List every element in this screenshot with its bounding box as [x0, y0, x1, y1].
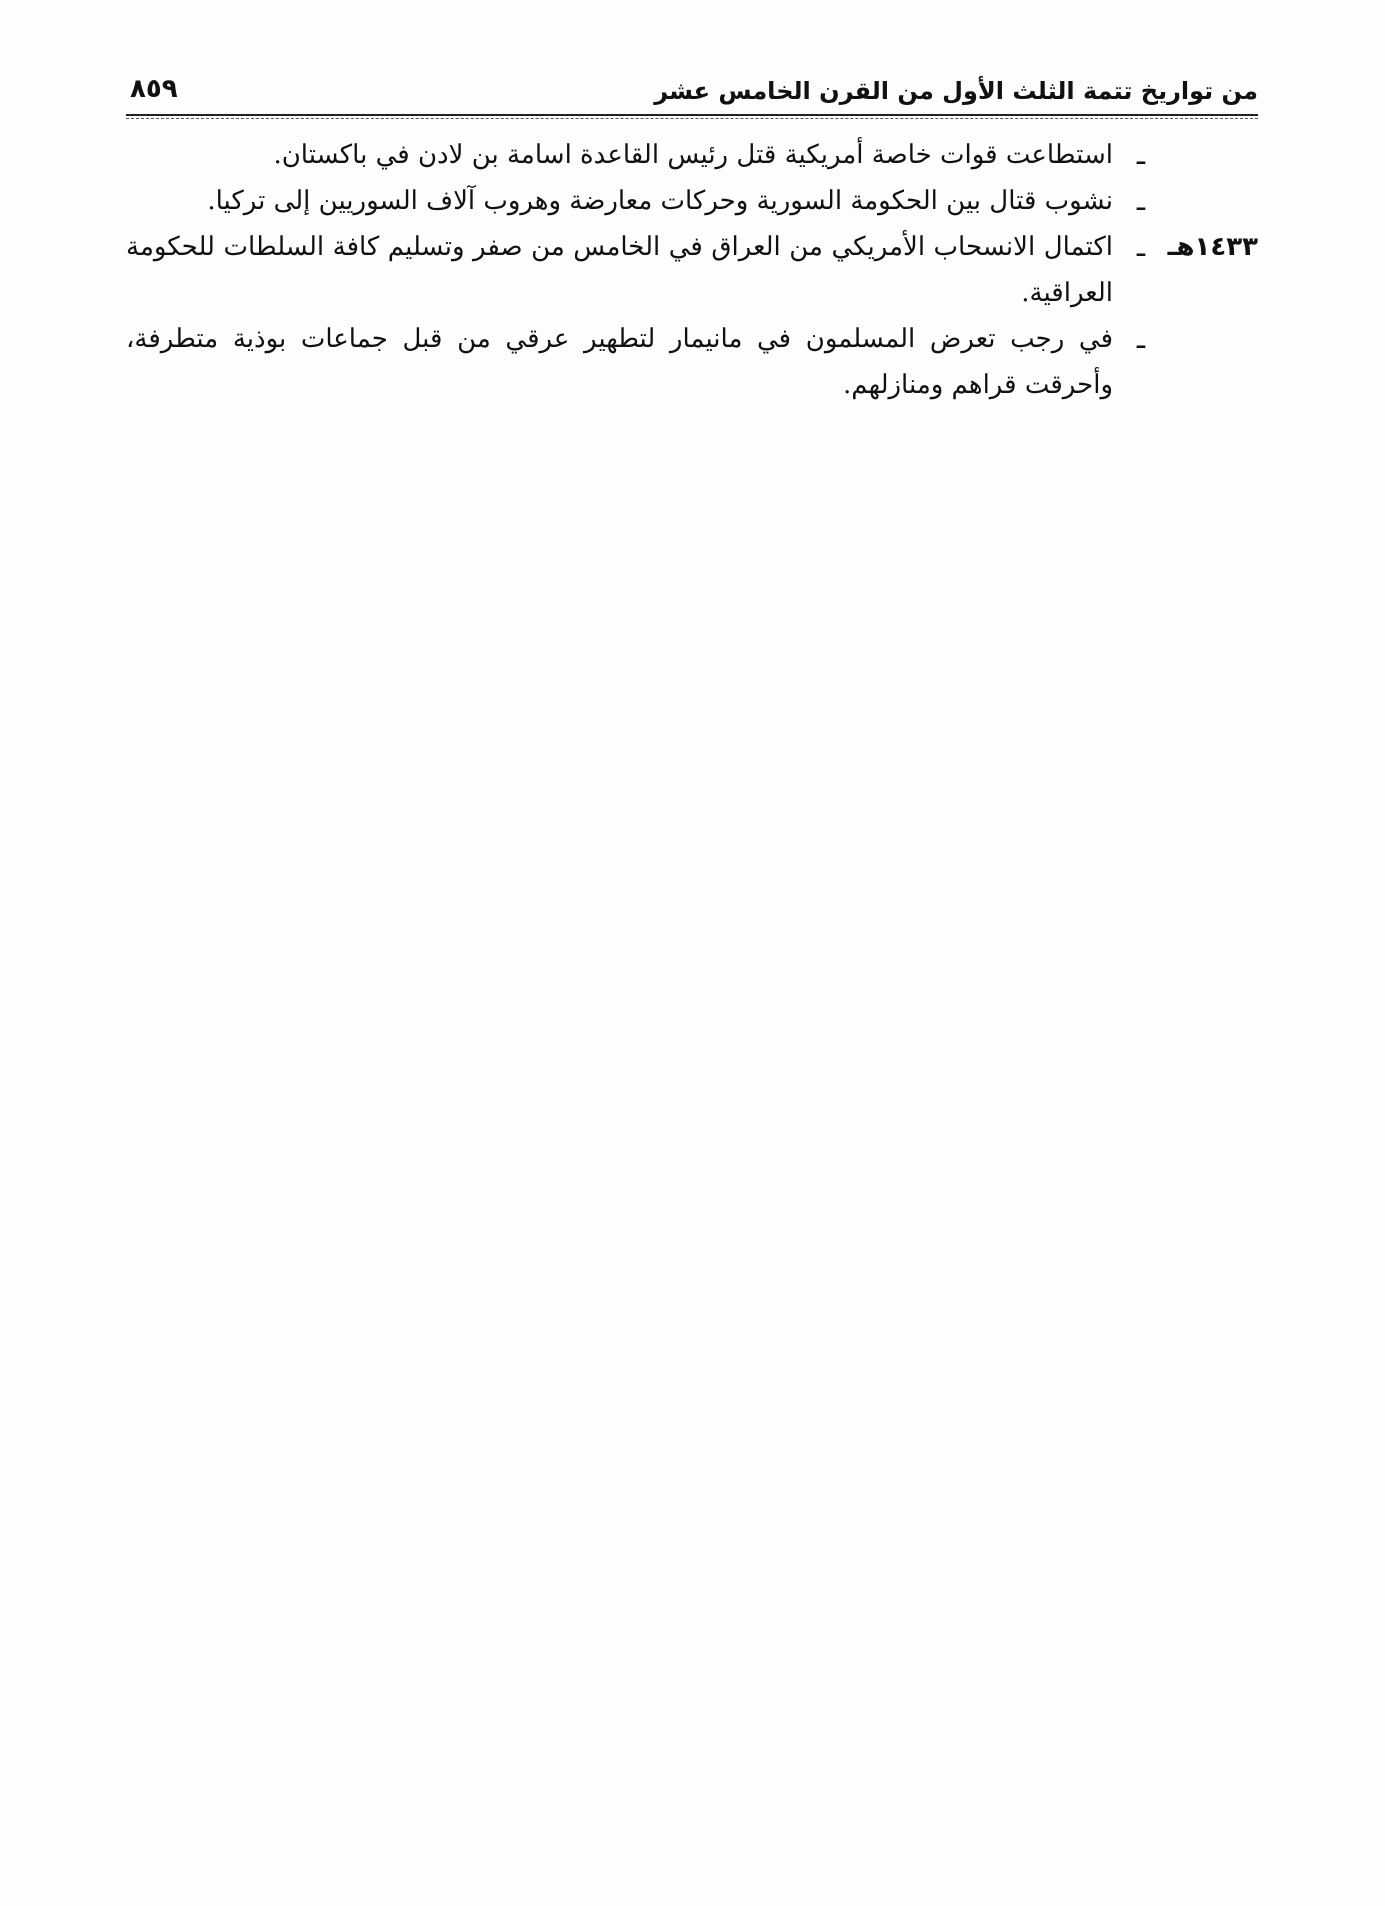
- running-title: من تواريخ تتمة الثلث الأول من القرن الخامس عشر: [654, 77, 1258, 105]
- chronology-entry: [126, 178, 1258, 224]
- entry-text: اكتمال الانسحاب الأمريكي من العراق في الخامس من صفر وتسليم كافة السلطات للحكومة العراقية.: [126, 232, 1113, 308]
- entry-text: في رجب تعرض المسلمون في مانيمار لتطهير عرقي من قبل جماعات بوذية متطرفة، وأحرقت قراهم ومنازلهم.: [126, 324, 1113, 400]
- chronology-list: [126, 132, 1258, 408]
- entry-bullet-dash: ـ: [1136, 322, 1146, 355]
- chronology-entry: [126, 316, 1258, 408]
- entry-text: استطاعت قوات خاصة أمريكية قتل رئيس القاعدة اسامة بن لادن في باكستان.: [273, 140, 1113, 170]
- header-rule-secondary: [126, 118, 1258, 119]
- header-rule: [126, 114, 1258, 116]
- entry-bullet-dash: ـ: [1136, 138, 1146, 171]
- entry-bullet-dash: ـ: [1136, 184, 1146, 217]
- entry-text: نشوب قتال بين الحكومة السورية وحركات معارضة وهروب آلاف السوريين إلى تركيا.: [207, 186, 1113, 216]
- page-header: [126, 74, 1258, 114]
- page-number: ٨٥٩: [130, 74, 178, 104]
- entry-bullet-dash: ـ: [1136, 230, 1146, 263]
- chronology-entry: [126, 224, 1258, 316]
- chronology-entry: [126, 132, 1258, 178]
- entry-year: ١٤٣٣هـ: [1167, 232, 1258, 262]
